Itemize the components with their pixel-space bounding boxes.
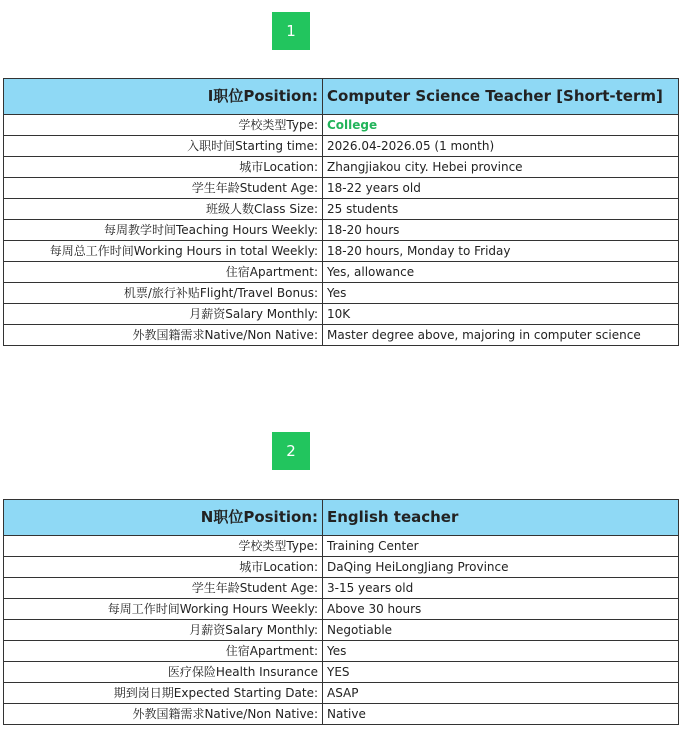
table-row [4, 683, 679, 704]
apartment-value: Yes, allowance [323, 262, 679, 283]
salary-label: 月薪资Salary Monthly: [4, 620, 323, 641]
starting-time-value: 2026.04-2026.05 (1 month) [323, 136, 679, 157]
nationality-value: Native [323, 704, 679, 725]
apartment-value: Yes [323, 641, 679, 662]
table-row [4, 662, 679, 683]
location-label: 城市Location: [4, 557, 323, 578]
table-row [4, 283, 679, 304]
apartment-label: 住宿Apartment: [4, 641, 323, 662]
table-row [4, 620, 679, 641]
position-value: English teacher [323, 500, 679, 536]
expected-start-value: ASAP [323, 683, 679, 704]
job-number-badge: 2 [272, 432, 310, 470]
position-label: N职位Position: [4, 500, 323, 536]
teaching-hours-value: 18-20 hours [323, 220, 679, 241]
class-size-value: 25 students [323, 199, 679, 220]
student-age-value: 18-22 years old [323, 178, 679, 199]
job-table-1 [3, 78, 679, 346]
student-age-label: 学生年龄Student Age: [4, 178, 323, 199]
salary-label: 月薪资Salary Monthly: [4, 304, 323, 325]
class-size-label: 班级人数Class Size: [4, 199, 323, 220]
table-row [4, 241, 679, 262]
position-value: Computer Science Teacher [Short-term] [323, 79, 679, 115]
health-insurance-label: 医疗保险Health Insurance [4, 662, 323, 683]
table-row [4, 304, 679, 325]
flight-bonus-value: Yes [323, 283, 679, 304]
student-age-label: 学生年龄Student Age: [4, 578, 323, 599]
salary-value: 10K [323, 304, 679, 325]
location-label: 城市Location: [4, 157, 323, 178]
table-row [4, 325, 679, 346]
expected-start-label: 期到岗日期Expected Starting Date: [4, 683, 323, 704]
table-row [4, 599, 679, 620]
school-type-label: 学校类型Type: [4, 536, 323, 557]
working-hours-label: 每周总工作时间Working Hours in total Weekly: [4, 241, 323, 262]
location-value: Zhangjiakou city. Hebei province [323, 157, 679, 178]
table-row [4, 178, 679, 199]
nationality-label: 外教国籍需求Native/Non Native: [4, 325, 323, 346]
working-hours-label: 每周工作时间Working Hours Weekly: [4, 599, 323, 620]
location-value: DaQing HeiLongJiang Province [323, 557, 679, 578]
school-type-label: 学校类型Type: [4, 115, 323, 136]
position-header-row [4, 79, 679, 115]
nationality-label: 外教国籍需求Native/Non Native: [4, 704, 323, 725]
table-row [4, 262, 679, 283]
table-row [4, 557, 679, 578]
salary-value: Negotiable [323, 620, 679, 641]
school-type-value: College [323, 115, 679, 136]
table-row [4, 136, 679, 157]
table-row [4, 641, 679, 662]
school-type-value: Training Center [323, 536, 679, 557]
table-row [4, 157, 679, 178]
position-header-row [4, 500, 679, 536]
table-row [4, 578, 679, 599]
table-row [4, 115, 679, 136]
table-row [4, 199, 679, 220]
starting-time-label: 入职时间Starting time: [4, 136, 323, 157]
job-number-badge: 1 [272, 12, 310, 50]
student-age-value: 3-15 years old [323, 578, 679, 599]
table-row [4, 536, 679, 557]
health-insurance-value: YES [323, 662, 679, 683]
position-label: I职位Position: [4, 79, 323, 115]
teaching-hours-label: 每周教学时间Teaching Hours Weekly: [4, 220, 323, 241]
flight-bonus-label: 机票/旅行补贴Flight/Travel Bonus: [4, 283, 323, 304]
job-table-2 [3, 499, 679, 725]
apartment-label: 住宿Apartment: [4, 262, 323, 283]
working-hours-value: Above 30 hours [323, 599, 679, 620]
table-row [4, 220, 679, 241]
nationality-value: Master degree above, majoring in computer science [323, 325, 679, 346]
table-row [4, 704, 679, 725]
working-hours-value: 18-20 hours, Monday to Friday [323, 241, 679, 262]
